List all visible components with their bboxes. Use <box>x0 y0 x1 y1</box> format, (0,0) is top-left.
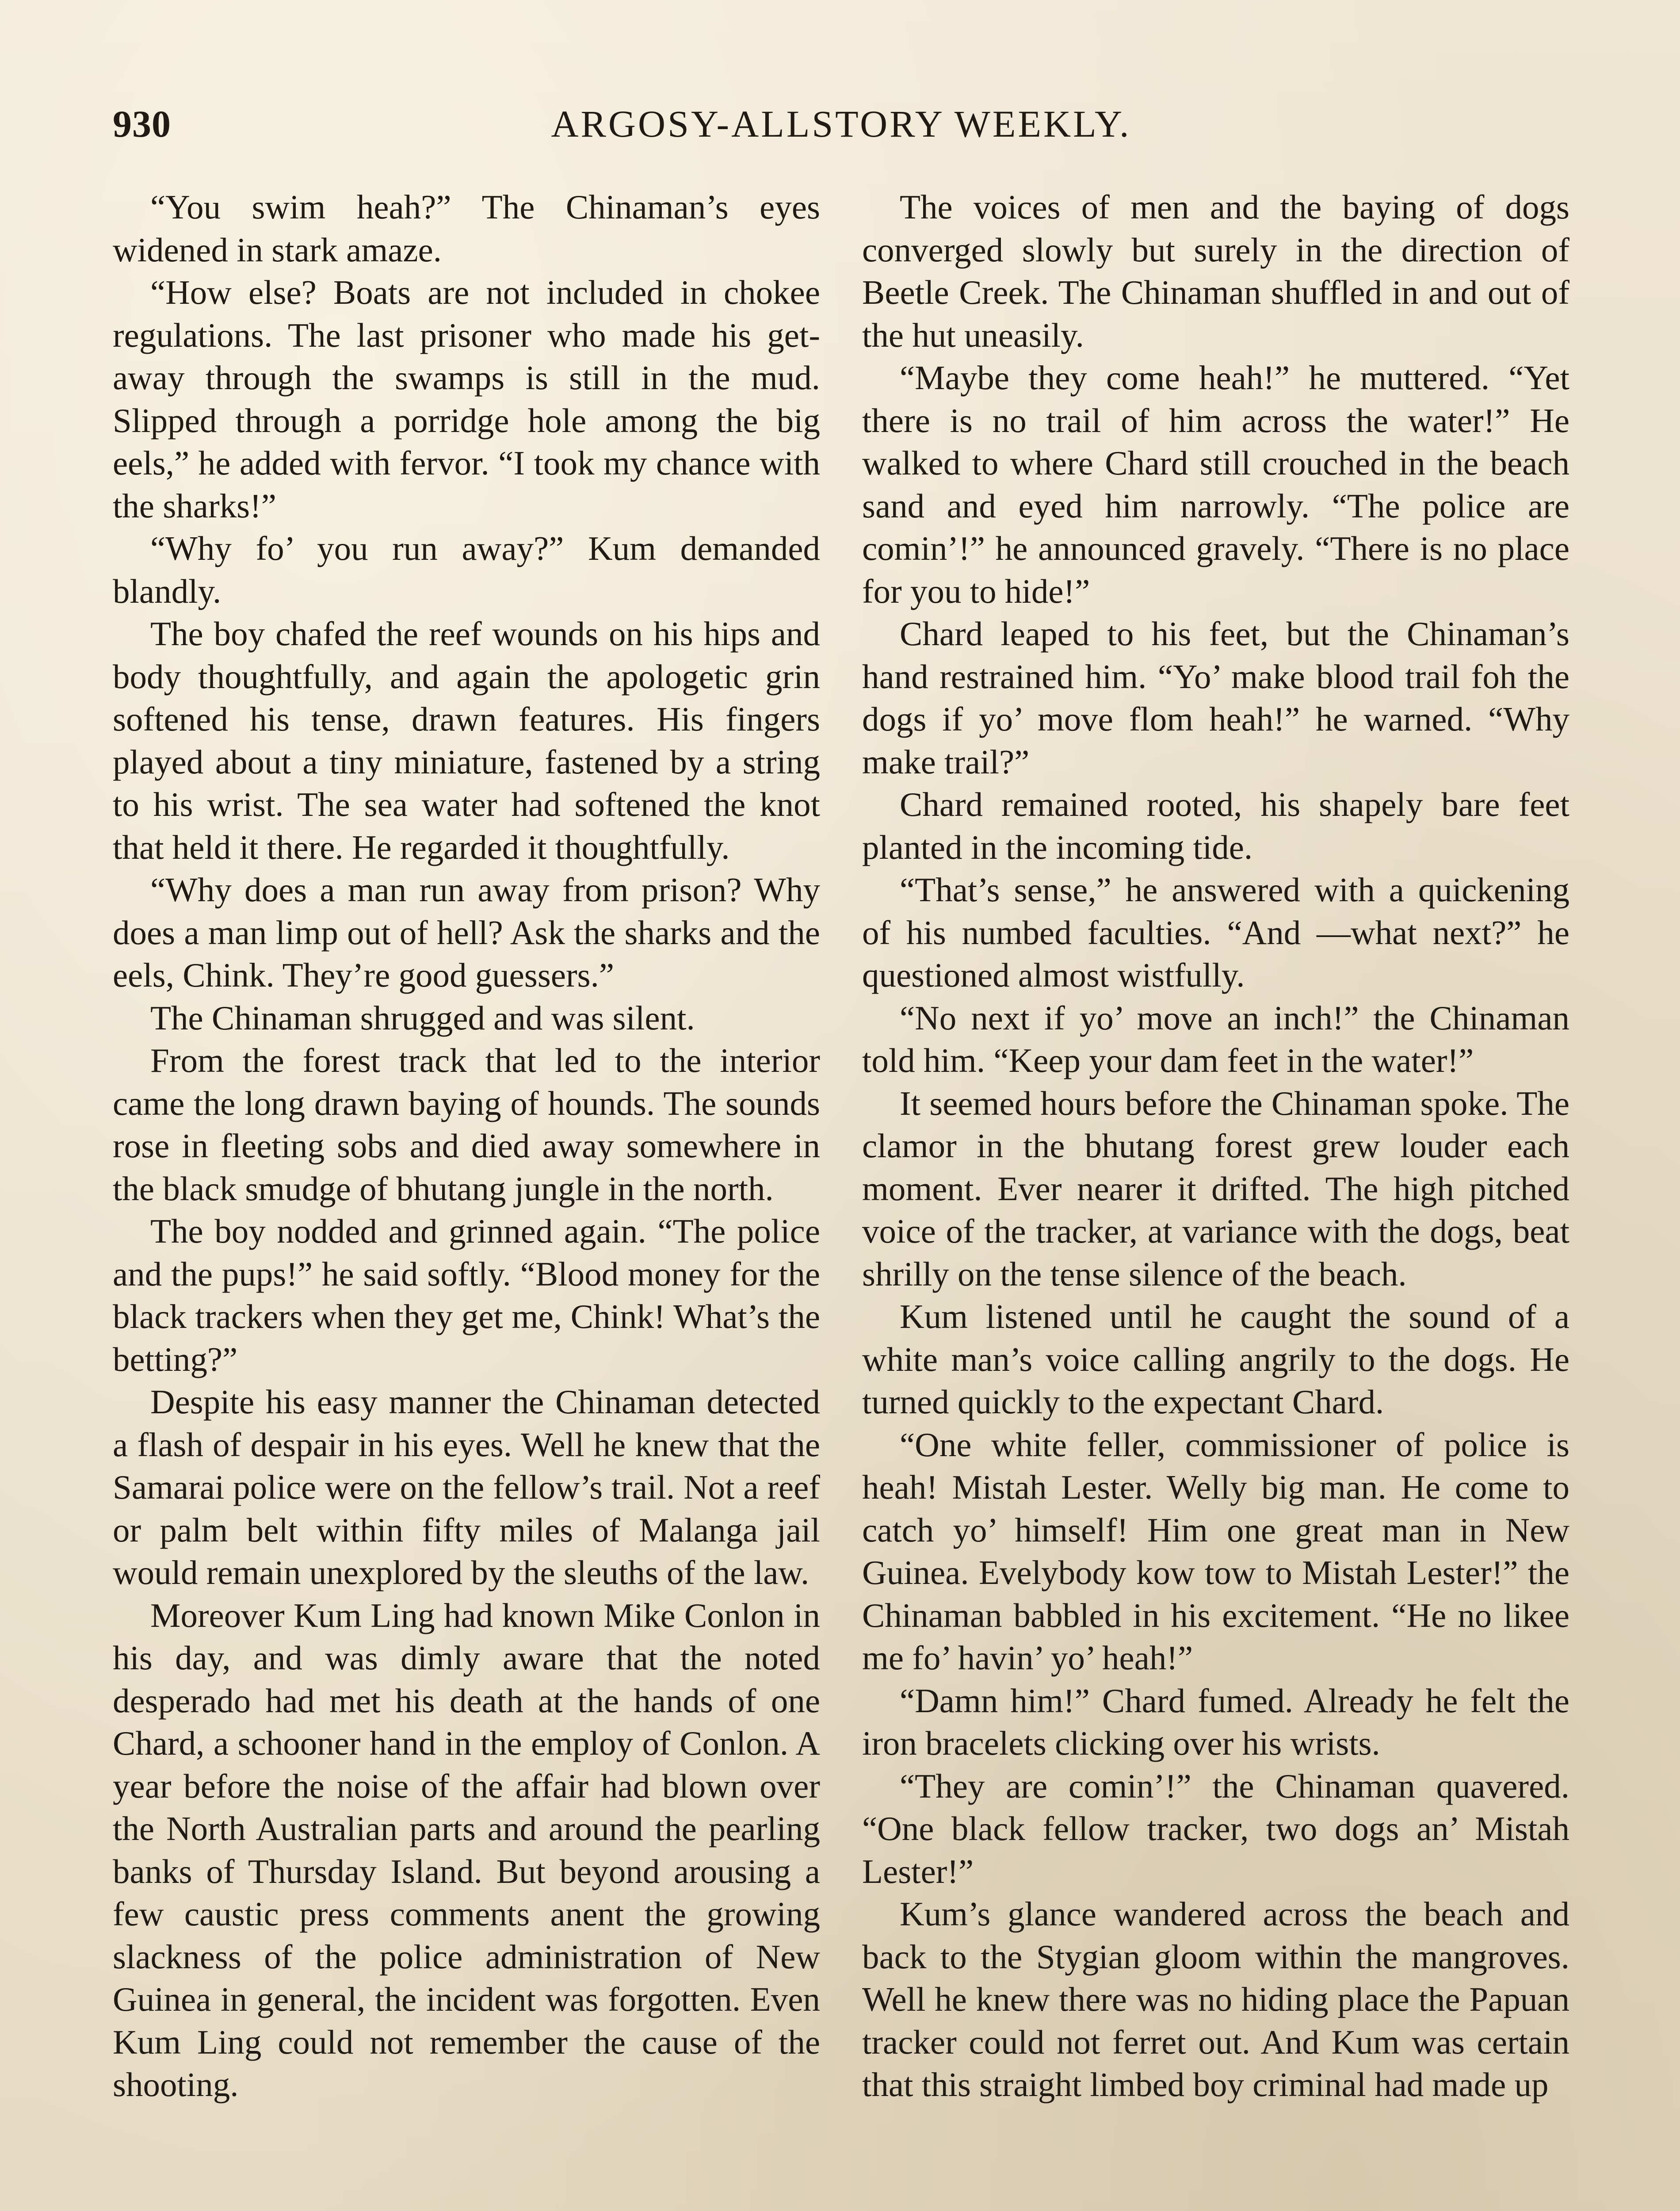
paragraph: Kum listened until he caught the sound of a white man’s voice calling angrily to the dogs. He turned quickly to the expectant Chard. <box>862 1297 1569 1421</box>
paragraph: “Why fo’ you run away?” Kum demanded blandly. <box>113 529 820 610</box>
paragraph: It seemed hours before the Chinaman spoke. The clamor in the bhutang forest grew louder each moment. Ever nearer it drifted. The high pitched voice of the tracker, at variance with the dogs, beat shrilly on the tense silence of the beach. <box>862 1084 1569 1293</box>
paragraph: The boy chafed the reef wounds on his hips and body thoughtfully, and again the apologetic grin softened his tense, drawn features. His fingers played about a tiny miniature, fastened by a string to his wrist. The sea water had softened the knot that held it there. He regarded it thoughtfully. <box>113 615 820 866</box>
paragraph: “Damn him!” Chard fumed. Already he felt the iron bracelets clicking over his wrists. <box>862 1681 1569 1762</box>
paragraph: “How else? Boats are not included in chokee regulations. The last prisoner who made his get-away through the swamps is still in the mud. Slipped through a porridge hole among the big eels,” he added with fervor. “I took my chance with the sharks!” <box>113 273 820 525</box>
paragraph: “One white feller, commissioner of police is heah! Mistah Lester. Welly big man. He come to catch yo’ himself! Him one great man in New Guinea. Evelybody kow tow to Mistah Lester!” the Chinaman babbled in his excitement. “He no likee me fo’ havin’ yo’ heah!” <box>862 1425 1569 1677</box>
left-column <box>113 186 820 2211</box>
page-number: 930 <box>113 103 171 145</box>
paragraph: “No next if yo’ move an inch!” the Chinaman told him. “Keep your dam feet in the water!” <box>862 998 1569 1079</box>
paragraph: From the forest track that led to the interior came the long drawn baying of hounds. The sounds rose in fleeting sobs and died away somewhere in the black smudge of bhutang jungle in the north. <box>113 1041 820 1208</box>
page-header <box>113 102 1569 155</box>
paragraph: Chard remained rooted, his shapely bare feet planted in the incoming tide. <box>862 785 1569 866</box>
paragraph: Moreover Kum Ling had known Mike Conlon in his day, and was dimly aware that the noted desperado had met his death at the hands of one Chard, a schooner hand in the employ of Conlon. A year before the noise of the affair had blown over the North Australian parts and around the pearling banks of Thursday Island. But beyond arousing a few caustic press comments anent the growing slackness of the police administration of New Guinea in general, the incident was forgotten. Even Kum Ling could not remember the cause of the shooting. <box>113 1596 820 2104</box>
paragraph: “You swim heah?” The Chinaman’s eyes widened in stark amaze. <box>113 188 820 269</box>
paragraph: Kum’s glance wandered across the beach and back to the Stygian gloom within the mangroves. Well he knew there was no hiding place the Papuan tracker could not ferret out. And Kum was certain that this straight limbed boy criminal had made up <box>862 1895 1569 2104</box>
paragraph: “They are comin’!” the Chinaman quavered. “One black fellow tracker, two dogs an’ Mistah Lester!” <box>862 1767 1569 1890</box>
paragraph: “Maybe they come heah!” he muttered. “Yet there is no trail of him across the water!” He walked to where Chard still crouched in the beach sand and eyed him narrowly. “The police are comin’!” he announced gravely. “There is no place for you to hide!” <box>862 359 1569 610</box>
paragraph: The Chinaman shrugged and was silent. <box>150 998 695 1037</box>
paragraph: “That’s sense,” he answered with a quickening of his numbed faculties. “And —what next?” he questioned almost wistfully. <box>862 871 1569 994</box>
paragraph: The boy nodded and grinned again. “The police and the pups!” he said softly. “Blood money for the black trackers when they get me, Chink! What’s the betting?” <box>113 1212 820 1378</box>
running-head: ARGOSY-ALLSTORY WEEKLY. <box>551 103 1131 145</box>
right-column <box>862 186 1569 2211</box>
paragraph: “Why does a man run away from prison? Why does a man limp out of hell? Ask the sharks and the eels, Chink. They’re good guessers.” <box>113 871 820 994</box>
paragraph: Chard leaped to his feet, but the Chinaman’s hand restrained him. “Yo’ make blood trail foh the dogs if yo’ move flom heah!” he warned. “Why make trail?” <box>862 615 1569 781</box>
paragraph: Despite his easy manner the Chinaman detected a flash of despair in his eyes. Well he knew that the Samarai police were on the fellow’s trail. Not a reef or palm belt within fifty miles of Malanga jail would remain unexplored by the sleuths of the law. <box>113 1383 820 1591</box>
paragraph: The voices of men and the baying of dogs converged slowly but surely in the direction of Beetle Creek. The Chinaman shuffled in and out of the hut uneasily. <box>862 188 1569 354</box>
